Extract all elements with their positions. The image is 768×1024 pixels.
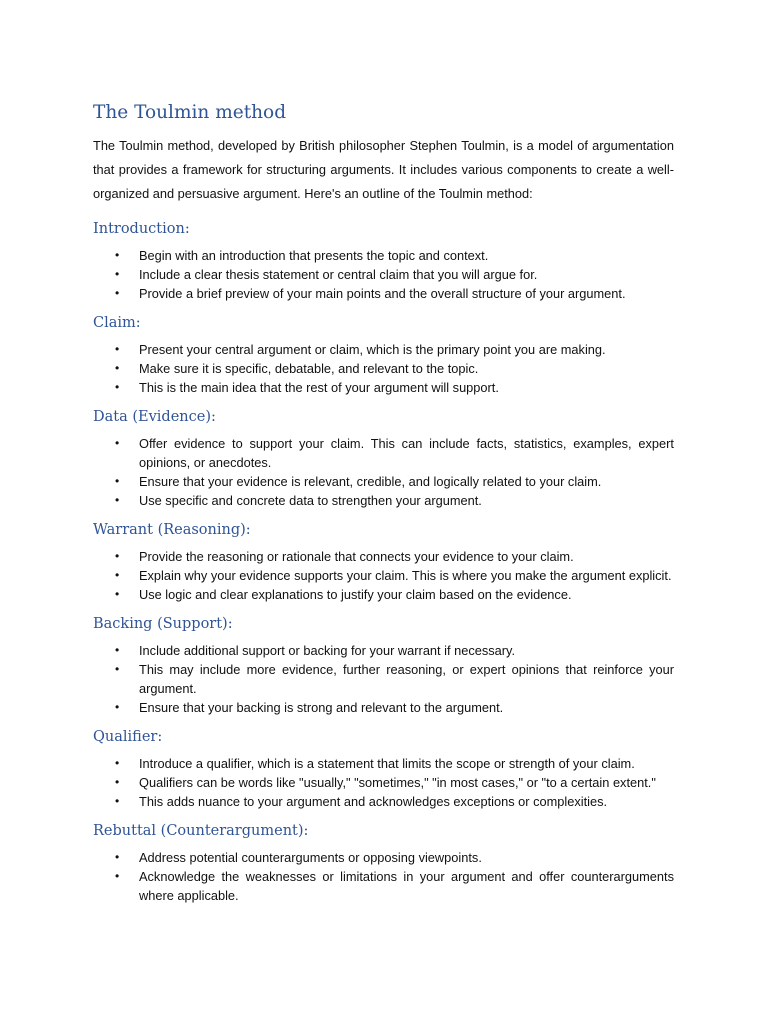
list-item [93,773,674,792]
list-item [93,378,674,397]
sections-container [93,218,674,905]
list-item-text: Offer evidence to support your claim. This can include facts, statistics, examples, expert opinions, or anecdotes. [139,436,674,470]
list-item-text: This may include more evidence, further reasoning, or expert opinions that reinforce your argument. [139,662,674,696]
bullet-icon: • [115,493,120,507]
list-item-text: Ensure that your backing is strong and relevant to the argument. [139,700,504,715]
section-heading: Warrant (Reasoning): [93,522,251,538]
bullet-icon: • [115,380,120,394]
bullet-list [93,246,674,303]
list-item-text: Introduce a qualifier, which is a statement that limits the scope or strength of your claim. [139,756,635,771]
list-item [93,359,674,378]
document-section [93,312,674,397]
document-section [93,820,674,905]
list-item-text: Include additional support or backing for your warrant if necessary. [139,643,516,658]
bullet-icon: • [115,342,120,356]
list-item [93,547,674,566]
bullet-list [93,848,674,905]
list-item [93,641,674,660]
list-item-text: Begin with an introduction that presents the topic and context. [139,248,489,263]
bullet-icon: • [115,662,120,676]
bullet-icon: • [115,286,120,300]
list-item [93,566,674,585]
bullet-list [93,434,674,510]
list-item-text: Provide the reasoning or rationale that connects your evidence to your claim. [139,549,574,564]
section-heading: Introduction: [93,221,190,237]
bullet-icon: • [115,267,120,281]
list-item-text: Address potential counterarguments or opposing viewpoints. [139,850,482,865]
list-item-text: Explain why your evidence supports your claim. This is where you make the argument explicit. [139,568,672,583]
list-item-text: Acknowledge the weaknesses or limitations in your argument and offer counterarguments where applicable. [139,869,674,903]
bullet-list [93,340,674,397]
bullet-icon: • [115,549,120,563]
list-item [93,472,674,491]
bullet-icon: • [115,700,120,714]
bullet-list [93,547,674,604]
list-item [93,491,674,510]
document-section [93,613,674,717]
document-section [93,218,674,303]
bullet-icon: • [115,775,120,789]
bullet-icon: • [115,794,120,808]
list-item-text: This is the main idea that the rest of your argument will support. [139,380,499,395]
bullet-icon: • [115,361,120,375]
section-heading: Rebuttal (Counterargument): [93,823,309,839]
list-item [93,698,674,717]
section-heading: Data (Evidence): [93,409,216,425]
list-item-text: Use logic and clear explanations to justify your claim based on the evidence. [139,587,572,602]
section-heading: Backing (Support): [93,616,233,632]
list-item-text: Use specific and concrete data to strengthen your argument. [139,493,482,508]
bullet-icon: • [115,587,120,601]
bullet-list [93,641,674,717]
bullet-icon: • [115,568,120,582]
list-item-text: Include a clear thesis statement or central claim that you will argue for. [139,267,538,282]
bullet-icon: • [115,756,120,770]
list-item [93,246,674,265]
list-item [93,848,674,867]
list-item [93,284,674,303]
list-item [93,754,674,773]
list-item-text: This adds nuance to your argument and acknowledges exceptions or complexities. [139,794,608,809]
document-body [93,100,674,914]
list-item-text: Make sure it is specific, debatable, and relevant to the topic. [139,361,479,376]
list-item [93,585,674,604]
list-item [93,660,674,698]
list-item [93,340,674,359]
bullet-icon: • [115,850,120,864]
bullet-icon: • [115,869,120,883]
list-item [93,265,674,284]
list-item-text: Qualifiers can be words like "usually," "sometimes," "in most cases," or "to a certain extent." [139,775,656,790]
section-heading: Qualifier: [93,729,163,745]
document-section [93,519,674,604]
list-item [93,792,674,811]
document-section [93,406,674,510]
list-item-text: Provide a brief preview of your main points and the overall structure of your argument. [139,286,626,301]
section-heading: Claim: [93,315,141,331]
document-section [93,726,674,811]
list-item-text: Present your central argument or claim, which is the primary point you are making. [139,342,606,357]
list-item [93,867,674,905]
bullet-icon: • [115,436,120,450]
bullet-icon: • [115,643,120,657]
bullet-list [93,754,674,811]
list-item-text: Ensure that your evidence is relevant, credible, and logically related to your claim. [139,474,602,489]
bullet-icon: • [115,248,120,262]
bullet-icon: • [115,474,120,488]
list-item [93,434,674,472]
intro-paragraph: The Toulmin method, developed by British philosopher Stephen Toulmin, is a model of argumentation that provides a framework for structuring arguments. It includes various components to create a well-organized and persuasive argument. Here's an outline of the Toulmin method: [93,138,674,201]
page-title: The Toulmin method [93,102,287,123]
